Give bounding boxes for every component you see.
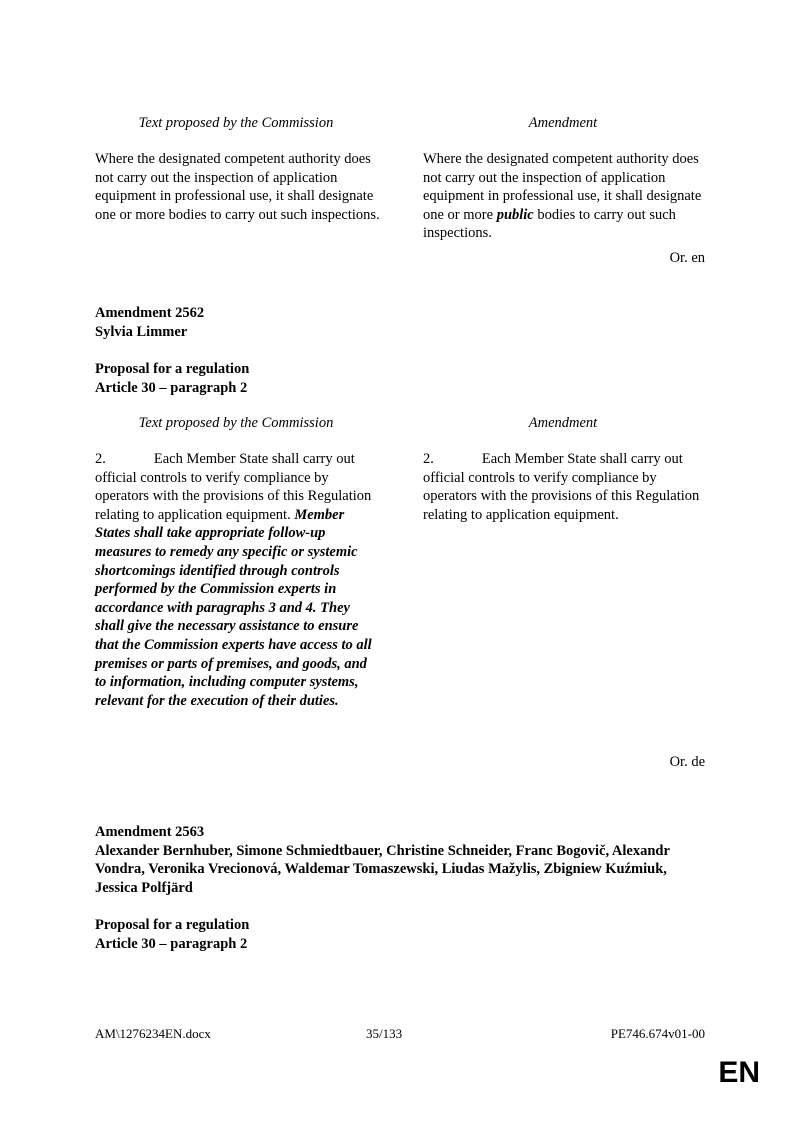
proposal-reference: [95, 360, 715, 397]
inserted-word: public: [496, 206, 534, 223]
amendment-number: Amendment 2562: [95, 305, 205, 321]
commission-text-paragraph: Where the designated competent authority does not carry out the inspection of application equipment in professional use, it shall designate one or more bodies to carry out such inspections.: [95, 151, 380, 223]
amendment-number: Amendment 2563: [95, 824, 205, 840]
amendment-heading: [95, 823, 695, 897]
amendment-authors: Alexander Bernhuber, Simone Schmiedtbauer, Christine Schneider, Franc Bogovič, Alexandr Vondra, Veronika Vrecionová, Waldemar Tomaszewski, Liudas Mažylis, Zbigniew Kuźmiuk, Jessica Polfjärd: [95, 842, 670, 896]
article-reference: Article 30 – paragraph 2: [95, 379, 248, 396]
article-reference: Article 30 – paragraph 2: [95, 935, 248, 952]
proposal-title: Proposal for a regulation: [95, 361, 250, 377]
paragraph-number: 2.: [95, 451, 106, 467]
amendment-author: Sylvia Limmer: [95, 323, 188, 340]
header-commission-text: Text proposed by the Commission: [138, 415, 334, 431]
language-origin: Or. de: [669, 754, 705, 770]
paragraph-number: 2.: [423, 451, 434, 467]
language-origin: Or. en: [669, 250, 705, 266]
header-amendment: Amendment: [528, 415, 598, 431]
language-code: EN: [718, 1056, 760, 1089]
amendment-text-paragraph: 2. Each Member State shall carry out official controls to verify compliance by operators with the provisions of this Regulation relating to application equipment.: [423, 451, 700, 523]
header-amendment: Amendment: [528, 115, 598, 131]
footer-page-number: 35/133: [366, 1026, 403, 1041]
header-commission-text: Text proposed by the Commission: [138, 115, 334, 131]
proposal-title: Proposal for a regulation: [95, 917, 250, 933]
proposal-reference: [95, 916, 715, 953]
amendment-text-paragraph: Where the designated competent authority does not carry out the inspection of application equipment in professional use, it shall designate one or more public bodies to carry out such inspections.: [423, 151, 702, 242]
deleted-text: Member States shall take appropriate follow-up measures to remedy any specific or systemic shortcomings identified through controls performed by the Commission experts in accordance with paragraphs 3 and 4. They shall give the necessary assistance to ensure that the Commission experts have access to all premises or parts of premises, and goods, and to information, including computer systems, relevant for the execution of their duties.: [95, 506, 372, 709]
amendment-heading: [95, 304, 715, 341]
commission-text-paragraph: 2. Each Member State shall carry out official controls to verify compliance by operators with the provisions of this Regulation relating to application equipment. Member States shall take appropriate follow-up measures to remedy any specific or systemic shortcomings identified through controls performed by the Commission experts in accordance with paragraphs 3 and 4. They shall give the necessary assistance to ensure that the Commission experts have access to all premises or parts of premises, and goods, and to information, including computer systems, relevant for the execution of their duties.: [95, 451, 372, 709]
footer-reference: PE746.674v01-00: [610, 1026, 705, 1041]
footer-document-name: AM\1276234EN.docx: [95, 1026, 211, 1041]
